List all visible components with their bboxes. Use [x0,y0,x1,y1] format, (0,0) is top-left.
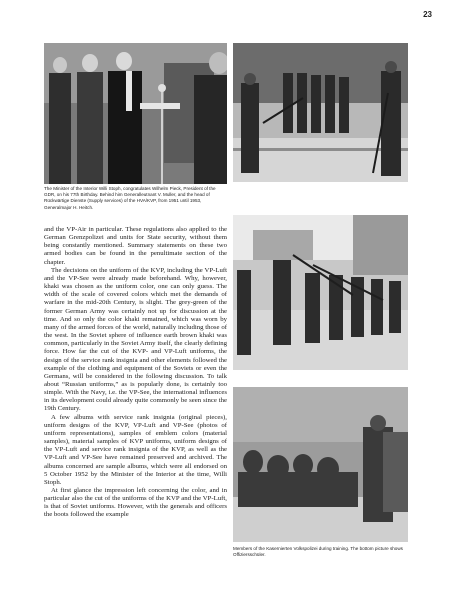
ceremony-photo [44,43,227,184]
page-number: 23 [423,10,432,19]
field-training-photo [233,387,408,542]
body-text [44,226,227,520]
paragraph: The decisions on the uniform of the KVP, including the VP-Luft and the VP-See were already made beforehand. Why, however, khaki was chosen as the uniform color, one can only guess. The width of the scale of covered colors which met the demands of warfare in the mid-20th Century, is slight. The grey-green of the former German Army was certainly not up for discussion at the time. And so only the color khaki remained, which was worn by many of the armed forces of the world, naturally including those of the west. In the Soviet sphere of influence earth brown khaki was common, particularly in the Soviet Army itself, the clearly defining force. How far the cut of the KVP- and VP-Luft uniforms, the design of the service rank insignia and other elements followed the example of the clothing and equipment of the Soviets or even the Germans, will be considered in the following discussion. To talk about “Russian uniforms,” as is popularly done, is certainly too simple. With the Navy, i.e. the VP-See, the international influences in its development could already quite commonly be seen since the 19th Century. [44,266,227,413]
top-left-caption: The Minister of the Interior Willi Stoph, congratulates Wilhelm Pieck, President of the GDR, on his 77th Birthday. Behind him Generalleutnant V. Muller, and the head of Rückwärtige Dienste (Supply services) of the HVA/KVP, from 1951 until 1953, Generalmajor H. Heitch. [44,186,216,210]
paragraph: At first glance the impression left concerning the color, and in particular also the cut of the uniforms of the KVP and the VP-Luft, is that of Soviet uniforms. However, with the generals and officers the boots followed the example [44,487,227,519]
bottom-right-caption: Members of the Kasernierten Volkspolizei during training. The bottom picture shows Offiziersschüler. [233,546,403,558]
paragraph: A few albums with service rank insignia (original pieces), uniform designs of the KVP, VP-Luft and VP-See (photos of uniform representations), samples of emblem colors (material samples), material samples of KVP uniforms, uniform designs of the VP-Luft and service rank insignia of the KVP, as well as the VP-Luft and VP-See have remained preserved and archived. The albums concerned are sample albums, which were all endorsed on 5 October 1952 by the Minister of the Interior at the time, Willi Stoph. [44,413,227,486]
marching-soldiers-photo [233,215,408,370]
paragraph: and the VP-Air in particular. These regulations also applied to the German Grenzpolizei and units for State security, without them being constantly mentioned. Summary statements on these two armed bodies can be found in the penultimate section of the chapter. [44,226,227,266]
rifle-inspection-photo [233,43,408,182]
